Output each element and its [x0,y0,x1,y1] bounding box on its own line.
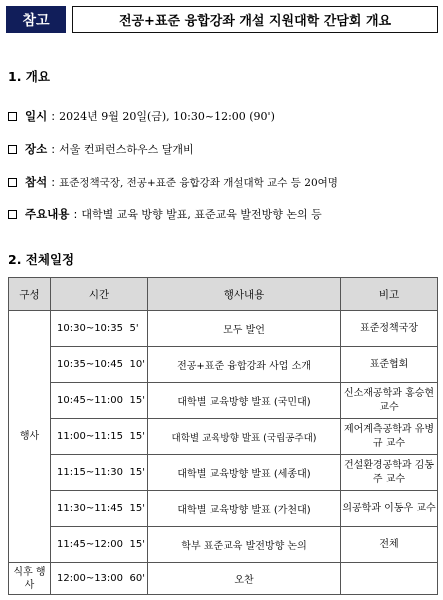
header-tag: 참고 [6,6,66,33]
item-label: 일시 [25,109,48,123]
header-group: 구성 [9,278,51,311]
item-value: 2024년 9월 20일(금), 10:30~12:00 (90') [59,110,275,123]
item-value: 대학별 교육 방향 발표, 표준교육 발전방향 논의 등 [81,208,322,221]
item-separator: : [51,175,56,189]
time-range: 10:35~10:45 [51,347,126,383]
event-note: 신소재공학과 홍승현 교수 [341,383,438,419]
item-label: 장소 [25,142,48,156]
duration: 15' [126,491,148,527]
header-content: 행사내용 [148,278,341,311]
table-row [9,491,438,527]
item-label: 참석 [25,175,48,189]
item-separator: : [51,109,56,123]
table-row [9,347,438,383]
event-note: 제어계측공학과 유병규 교수 [341,419,438,455]
duration: 60' [126,563,148,595]
duration: 15' [126,419,148,455]
time-range: 11:45~12:00 [51,527,126,563]
overview-item-attendees [8,174,338,190]
group-lunch-cell: 식후 행사 [9,563,51,595]
event-content: 오찬 [148,563,341,595]
checkbox-icon [8,210,17,219]
event-note: 표준정책국장 [341,311,438,347]
overview-item-agenda [8,206,322,222]
item-value: 표준정책국장, 전공+표준 융합강좌 개설대학 교수 등 20여명 [59,176,338,189]
time-range: 10:45~11:00 [51,383,126,419]
table-header-row [9,278,438,311]
overview-item-datetime [8,108,275,124]
item-value: 서울 컨퍼런스하우스 달개비 [59,143,194,156]
header-note: 비고 [341,278,438,311]
duration: 10' [126,347,148,383]
time-range: 12:00~13:00 [51,563,126,595]
duration: 15' [126,383,148,419]
item-label: 주요내용 [25,207,70,221]
table-row-lunch [9,563,438,595]
event-note: 의공학과 이동우 교수 [341,491,438,527]
group-event-cell: 행사 [9,311,51,563]
event-content: 전공+표준 융합강좌 사업 소개 [148,347,341,383]
table-row [9,455,438,491]
event-content: 대학별 교육방향 발표 (국민대) [148,383,341,419]
event-note: 건설환경공학과 김동주 교수 [341,455,438,491]
duration: 15' [126,455,148,491]
checkbox-icon [8,145,17,154]
table-row [9,383,438,419]
event-content: 학부 표준교육 발전방향 논의 [148,527,341,563]
time-range: 10:30~10:35 [51,311,126,347]
time-range: 11:15~11:30 [51,455,126,491]
event-note: 전체 [341,527,438,563]
event-content: 대학별 교육방향 발표 (가천대) [148,491,341,527]
header-time: 시간 [51,278,148,311]
item-separator: : [51,142,56,156]
table-row [9,527,438,563]
event-content: 모두 발언 [148,311,341,347]
event-note [341,563,438,595]
checkbox-icon [8,178,17,187]
section-schedule-title: 2. 전체일정 [8,252,75,267]
event-note: 표준협회 [341,347,438,383]
time-range: 11:30~11:45 [51,491,126,527]
duration: 15' [126,527,148,563]
schedule-table [8,277,438,595]
table-row [9,311,438,347]
overview-item-venue [8,141,194,157]
time-range: 11:00~11:15 [51,419,126,455]
document-title: 전공+표준 융합강좌 개설 지원대학 간담회 개요 [72,6,438,33]
table-row [9,419,438,455]
event-content: 대학별 교육방향 발표 (세종대) [148,455,341,491]
section-overview-title: 1. 개요 [8,69,50,84]
checkbox-icon [8,112,17,121]
duration: 5' [126,311,148,347]
event-content: 대학별 교육방향 발표 (국립공주대) [148,419,341,455]
item-separator: : [73,207,78,221]
